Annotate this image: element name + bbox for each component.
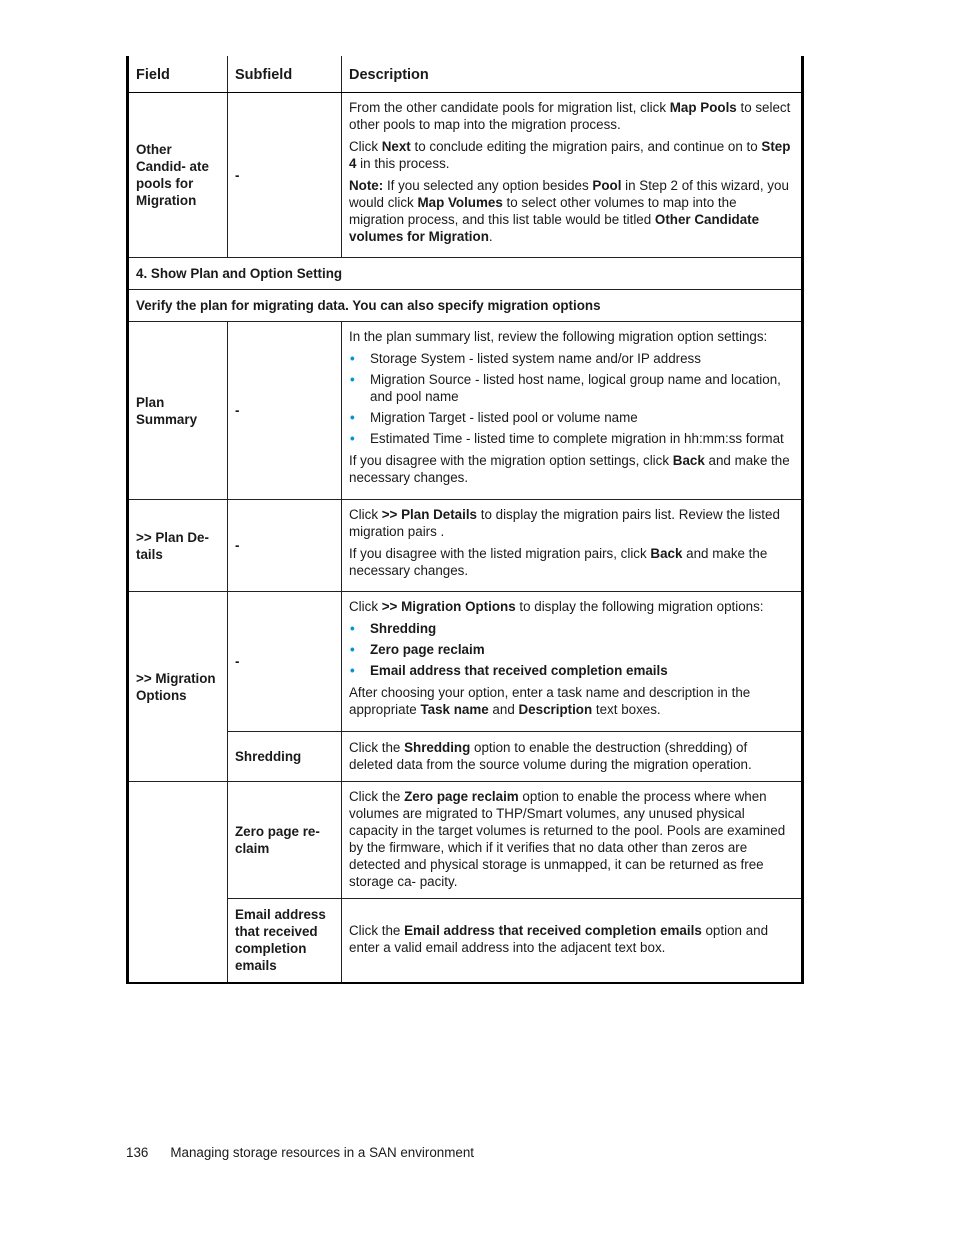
description-paragraph: In the plan summary list, review the following migration option settings: bbox=[349, 329, 768, 344]
field-cell bbox=[128, 782, 228, 983]
table-row bbox=[128, 782, 803, 899]
list-item: • Migration Target - listed pool or volume name bbox=[350, 410, 638, 425]
table-header-row bbox=[128, 56, 803, 93]
bullet-icon: • bbox=[350, 410, 355, 425]
description-paragraph: Click the Zero page reclaim option to enable the process where when volumes are migrated to THP/Smart volumes, any unused physical capacity in the target volumes is returned to the pool. Pools are examined by the firmware, which if it verifies that no data other than zeros are detected and physical storage is unmapped, it can be returned as free storage ca- pacity. bbox=[349, 789, 786, 889]
table-row bbox=[128, 500, 803, 592]
description-paragraph: Click the Shredding option to enable the destruction (shredding) of deleted data from the source volume during the migration operation. bbox=[349, 739, 752, 772]
subfield-cell: - bbox=[228, 322, 342, 500]
description-paragraph: From the other candidate pools for migration list, click Map Pools to select other pools to map into the migration process. bbox=[349, 100, 791, 132]
table-row bbox=[128, 93, 803, 258]
list-item: • Migration Source - listed host name, logical group name and location, and pool name bbox=[350, 372, 781, 404]
description-cell bbox=[342, 500, 803, 592]
bullet-icon: • bbox=[350, 431, 355, 446]
description-paragraph: Click >> Plan Details to display the migration pairs list. Review the listed migration pairs . bbox=[349, 507, 780, 539]
description-cell bbox=[342, 322, 803, 500]
field-cell: Plan Summary bbox=[128, 322, 228, 500]
bullet-icon: • bbox=[350, 621, 355, 636]
description-cell bbox=[342, 93, 803, 258]
description-paragraph: If you disagree with the migration option settings, click Back and make the necessary changes. bbox=[349, 453, 790, 485]
description-paragraph: Click Next to conclude editing the migration pairs, and continue on to Step 4 in this process. bbox=[349, 139, 791, 171]
table-row bbox=[128, 899, 803, 983]
subfield-cell: - bbox=[228, 93, 342, 258]
section-subtitle: Verify the plan for migrating data. You can also specify migration options bbox=[128, 290, 803, 322]
subfield-cell: Zero page re- claim bbox=[228, 782, 342, 899]
bullet-icon: • bbox=[350, 642, 355, 657]
description-paragraph: If you disagree with the listed migration pairs, click Back and make the necessary changes. bbox=[349, 546, 768, 578]
bullet-icon: • bbox=[350, 663, 355, 678]
table-row bbox=[128, 592, 803, 732]
description-paragraph: After choosing your option, enter a task name and description in the appropriate Task name and Description text boxes. bbox=[349, 685, 751, 717]
description-cell bbox=[342, 592, 803, 732]
list-item: • Email address that received completion emails bbox=[350, 663, 668, 678]
list-item: • Zero page reclaim bbox=[350, 642, 485, 657]
description-cell bbox=[342, 732, 803, 782]
description-cell bbox=[342, 899, 803, 983]
bullet-list bbox=[349, 620, 794, 679]
list-item: • Shredding bbox=[350, 621, 437, 636]
field-cell: Other Candid- ate pools for Migration bbox=[128, 93, 228, 258]
section-row bbox=[128, 290, 803, 322]
description-paragraph: Click >> Migration Options to display the following migration options: bbox=[349, 599, 764, 614]
subfield-cell: Email address that received completion emails bbox=[228, 899, 342, 983]
note-paragraph: Note: If you selected any option besides Pool in Step 2 of this wizard, you would click Map Volumes to select other volumes to map into the migration process, and this list table would be titled Other Candidate volumes for Migration. bbox=[349, 178, 789, 244]
page-number: 136 bbox=[126, 1145, 149, 1160]
bullet-icon: • bbox=[350, 351, 355, 366]
subfield-cell: Shredding bbox=[228, 732, 342, 782]
description-paragraph: Click the Email address that received completion emails option and enter a valid email address into the adjacent text box. bbox=[349, 923, 769, 956]
field-description-table bbox=[126, 56, 804, 984]
table-row bbox=[128, 732, 803, 782]
section-title: 4. Show Plan and Option Setting bbox=[128, 258, 803, 290]
header-description: Description bbox=[342, 56, 803, 93]
bullet-list bbox=[349, 350, 794, 447]
field-cell: >> Migration Options bbox=[128, 592, 228, 782]
page-footer bbox=[126, 1145, 474, 1160]
list-item: • Estimated Time - listed time to complete migration in hh:mm:ss format bbox=[350, 431, 784, 446]
table-row bbox=[128, 322, 803, 500]
header-subfield: Subfield bbox=[228, 56, 342, 93]
header-field: Field bbox=[128, 56, 228, 93]
subfield-cell: - bbox=[228, 592, 342, 732]
subfield-cell: - bbox=[228, 500, 342, 592]
description-cell bbox=[342, 782, 803, 899]
list-item: • Storage System - listed system name and/or IP address bbox=[350, 351, 701, 366]
section-row bbox=[128, 258, 803, 290]
field-cell: >> Plan De- tails bbox=[128, 500, 228, 592]
bullet-icon: • bbox=[350, 372, 355, 387]
footer-title: Managing storage resources in a SAN environment bbox=[170, 1145, 475, 1160]
